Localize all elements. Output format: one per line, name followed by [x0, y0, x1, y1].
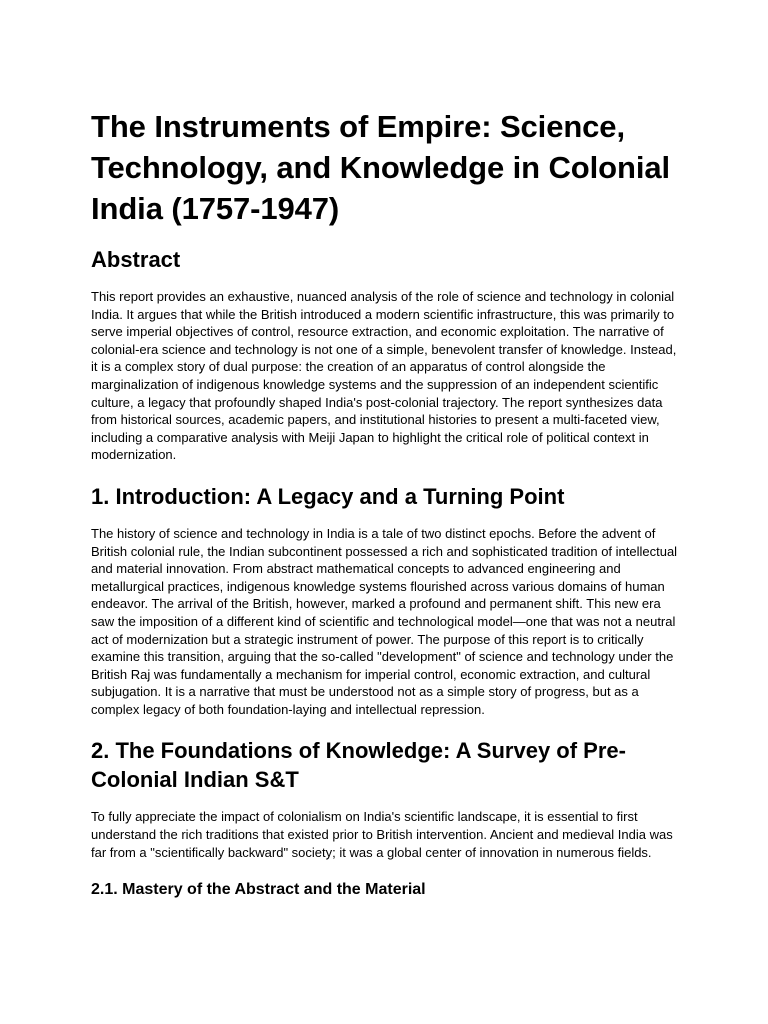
section-heading-introduction: 1. Introduction: A Legacy and a Turning Point: [91, 483, 565, 509]
section-heading-abstract: Abstract: [91, 247, 181, 272]
subsection-heading-mastery: 2.1. Mastery of the Abstract and the Material: [91, 881, 426, 899]
section-body-abstract: This report provides an exhaustive, nuanced analysis of the role of science and technology in colonial India. It argues that while the British introduced a modern scientific infrastructure, this was primarily to serve imperial objectives of control, resource extraction, and economic exploitation. The narrative of colonial-era science and technology is not one of a simple, benevolent transfer of knowledge. Instead, it is a complex story of dual purpose: the creation of an apparatus of control alongside the marginalization of indigenous knowledge systems and the suppression of an independent scientific culture, a legacy that profoundly shaped India's post-colonial trajectory. The report synthesizes data from historical sources, academic papers, and institutional histories to present a multi-faceted view, including a comparative analysis with Meiji Japan to highlight the critical role of political context in modernization.: [91, 289, 677, 463]
section-body-foundations: To fully appreciate the impact of colonialism on India's scientific landscape, it is essential to first understand the rich traditions that existed prior to British intervention. Ancient and medieval India was far from a "scientifically backward" society; it was a global center of innovation in numerous fields.: [91, 809, 673, 860]
section-heading-foundations: 2. The Foundations of Knowledge: A Survey of Pre-Colonial Indian S&T: [91, 738, 626, 793]
section-body-introduction: The history of science and technology in India is a tale of two distinct epochs. Before the advent of British colonial rule, the Indian subcontinent possessed a rich and sophisticated tradition of intellectual and material innovation. From abstract mathematical concepts to advanced engineering and metallurgical practices, indigenous knowledge systems flourished across various domains of human endeavor. The arrival of the British, however, marked a profound and permanent shift. This new era saw the imposition of a different kind of scientific and technological model—one that was not a neutral act of modernization but a strategic instrument of power. The purpose of this report is to critically examine this transition, arguing that the so-called "development" of science and technology under the British Raj was fundamentally a mechanism for imperial control, economic extraction, and cultural subjugation. It is a narrative that must be understood not as a simple story of progress, but as a complex legacy of both foundation-laying and intellectual repression.: [91, 525, 678, 717]
document-title: The Instruments of Empire: Science, Technology, and Knowledge in Colonial India (1757-1947): [91, 109, 670, 226]
